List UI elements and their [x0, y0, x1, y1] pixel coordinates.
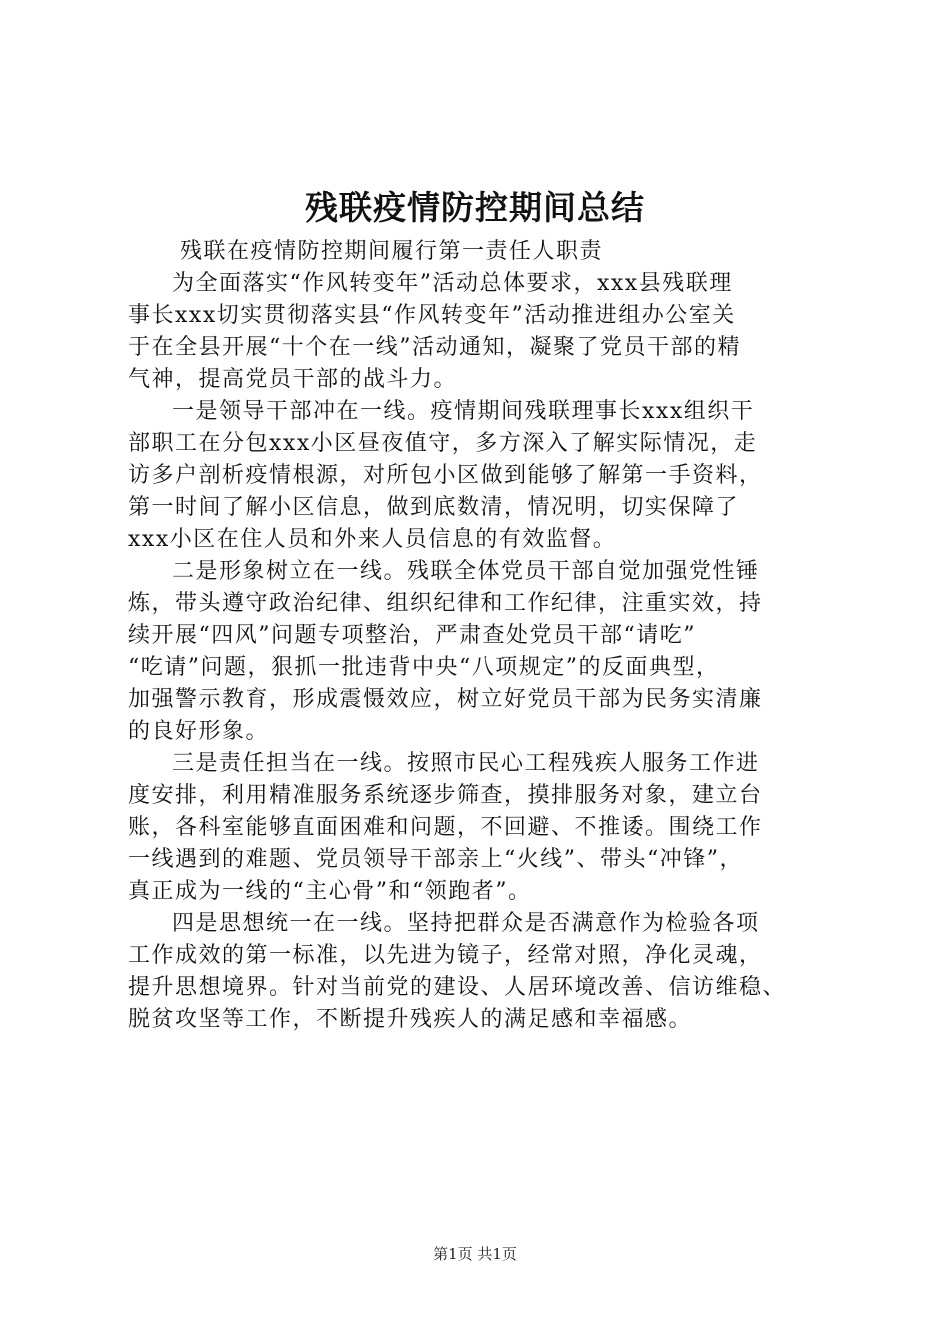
- paragraph-line: 度安排，利用精准服务系统逐步筛查，摸排服务对象，建立台: [128, 783, 763, 808]
- document-title: 残联疫情防控期间总结: [305, 188, 645, 227]
- document-body: [128, 236, 832, 1036]
- paragraph-line: 工作成效的第一标准，以先进为镜子，经常对照，净化灵魂，: [128, 943, 763, 968]
- subtitle-line: 残联在疫情防控期间履行第一责任人职责: [180, 239, 604, 264]
- paragraph-line: 一线遇到的难题、党员领导干部亲上“火线”、带头“冲锋”，: [128, 847, 743, 872]
- paragraph-line: 事长xxx切实贯彻落实县“作风转变年”活动推进组办公室关: [128, 303, 736, 328]
- paragraph-line: “吃请”问题，狠抓一批违背中央“八项规定”的反面典型，: [128, 655, 720, 680]
- paragraph-line: 加强警示教育，形成震慑效应，树立好党员干部为民务实清廉: [128, 687, 763, 712]
- paragraph-line: 为全面落实“作风转变年”活动总体要求，xxx县残联理: [172, 271, 733, 296]
- paragraph-line: 的良好形象。: [128, 719, 270, 744]
- paragraph-line: 一是领导干部冲在一线。疫情期间残联理事长xxx组织干: [172, 399, 755, 424]
- paragraph-line: 三是责任担当在一线。按照市民心工程残疾人服务工作进: [172, 751, 760, 776]
- paragraph-line: 真正成为一线的“主心骨”和“领跑者”。: [128, 879, 532, 904]
- paragraph-line: 访多户剖析疫情根源，对所包小区做到能够了解第一手资料，: [128, 463, 763, 488]
- paragraph-line: 部职工在分包xxx小区昼夜值守，多方深入了解实际情况，走: [128, 431, 758, 456]
- paragraph-line: 脱贫攻坚等工作，不断提升残疾人的满足感和幸福感。: [128, 1007, 693, 1032]
- paragraph-line: 气神，提高党员干部的战斗力。: [128, 367, 458, 392]
- paragraph-line: 第一时间了解小区信息，做到底数清，情况明，切实保障了: [128, 495, 740, 520]
- paragraph-line: 二是形象树立在一线。残联全体党员干部自觉加强党性锤: [172, 559, 760, 584]
- paragraph-line: 四是思想统一在一线。坚持把群众是否满意作为检验各项: [172, 911, 760, 936]
- paragraph-line: 于在全县开展“十个在一线”活动通知，凝聚了党员干部的精: [128, 335, 741, 360]
- paragraph-line: 续开展“四风”问题专项整治，严肃查处党员干部“请吃”: [128, 623, 696, 648]
- paragraph-line: 炼，带头遵守政治纪律、组织纪律和工作纪律，注重实效，持: [128, 591, 763, 616]
- paragraph-line: 提升思想境界。针对当前党的建设、人居环境改善、信访维稳、: [128, 975, 787, 1000]
- paragraph-line: xxx小区在住人员和外来人员信息的有效监督。: [128, 527, 617, 552]
- page-footer: 第1页 共1页: [433, 1245, 517, 1263]
- paragraph-line: 账，各科室能够直面困难和问题，不回避、不推诿。围绕工作: [128, 815, 763, 840]
